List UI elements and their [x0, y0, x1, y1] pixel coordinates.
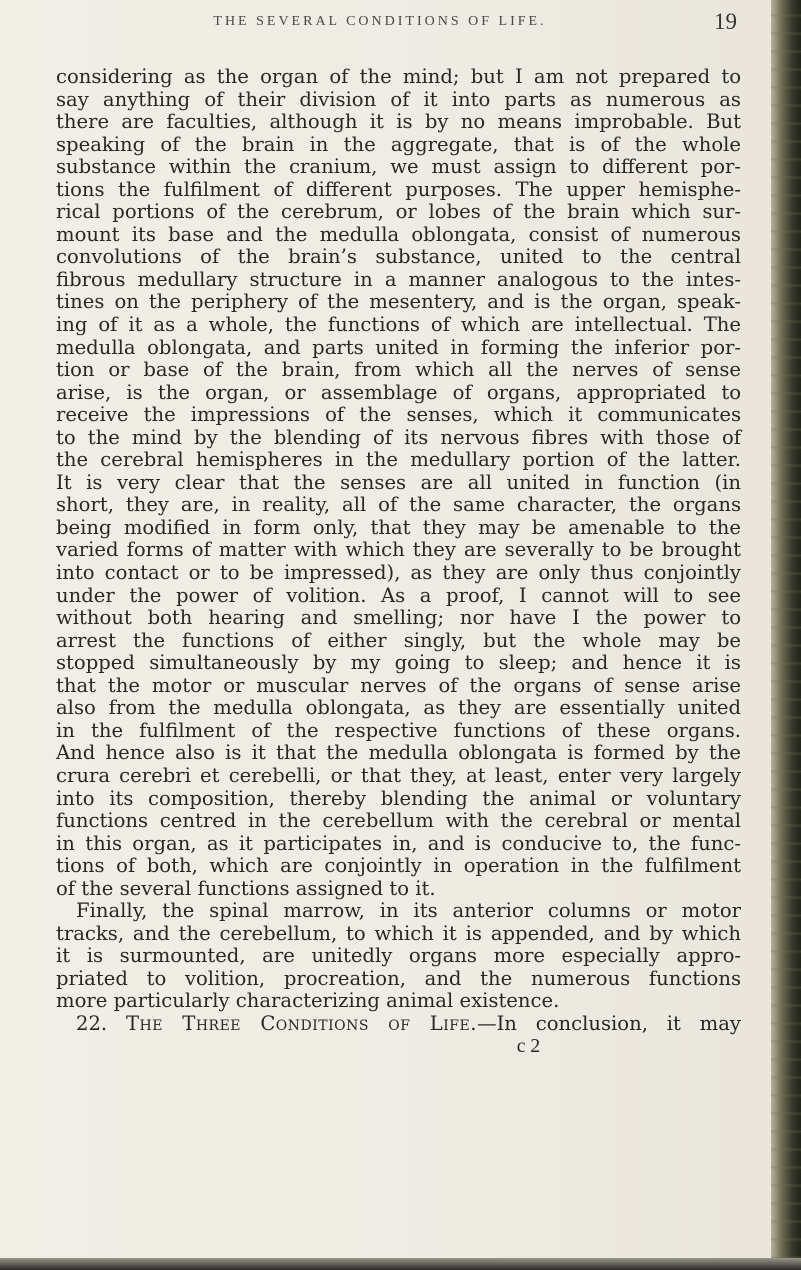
- text-line: in the fulfilment of the respective functions of these organs.: [56, 718, 741, 742]
- text-line: speaking of the brain in the aggregate, that is of the whole: [56, 132, 741, 156]
- text-line: convolutions of the brain’s substance, united to the central: [56, 245, 741, 269]
- text-line: to the mind by the blending of its nervous fibres with those of: [56, 425, 741, 449]
- text-line: receive the impressions of the senses, which it communicates: [56, 403, 741, 427]
- text-line: that the motor or muscular nerves of the organs of sense arise: [56, 673, 741, 697]
- text-line: there are faculties, although it is by no means improbable. But: [56, 110, 741, 134]
- section-heading: The Three Conditions of Life.: [125, 1011, 477, 1035]
- text-line: And hence also is it that the medulla oblongata is formed by the: [56, 741, 741, 765]
- text-line: more particularly characterizing animal existence.: [56, 989, 560, 1013]
- scan-bottom-edge: [0, 1258, 801, 1270]
- text-line: rical portions of the cerebrum, or lobes of the brain which sur-: [56, 200, 741, 224]
- text-line: considering as the organ of the mind; but I am not prepared to: [56, 65, 741, 88]
- text-line: arrest the functions of either singly, but the whole may be: [56, 628, 741, 652]
- page-number: 19: [714, 9, 737, 34]
- text-line: crura cerebri et cerebelli, or that they, at least, enter very largely: [56, 763, 741, 787]
- text-line: under the power of volition. As a proof, I cannot will to see: [56, 583, 741, 607]
- text-line: into contact or to be impressed), as they are only thus conjointly: [56, 561, 741, 585]
- text-line: It is very clear that the senses are all united in function (in: [56, 470, 741, 494]
- body-text: [56, 66, 741, 1058]
- text-line: into its composition, thereby blending the animal or voluntary: [56, 786, 741, 810]
- text-line: in this organ, as it participates in, and is conducive to, the func-: [56, 831, 741, 855]
- text-line: substance within the cranium, we must assign to different por-: [56, 155, 741, 179]
- text-line: it is surmounted, are unitedly organs more especially appro-: [56, 944, 741, 968]
- text-line: tions the fulfilment of different purposes. The upper hemisphe-: [56, 177, 741, 201]
- text-line: say anything of their division of it into parts as numerous as: [56, 87, 741, 111]
- text-line: functions centred in the cerebellum with the cerebral or mental: [56, 809, 741, 833]
- text-line: of the several functions assigned to it.: [56, 876, 436, 900]
- text-line: tines on the periphery of the mesentery, and is the organ, speak-: [56, 290, 741, 314]
- text-line: arise, is the organ, or assemblage of organs, appropriated to: [56, 380, 741, 404]
- section-heading-line: [56, 1013, 741, 1036]
- running-head: THE SEVERAL CONDITIONS OF LIFE.: [213, 14, 547, 29]
- text-line: the cerebral hemispheres in the medullary portion of the latter.: [56, 448, 741, 472]
- text-line: varied forms of matter with which they are severally to be brought: [56, 538, 741, 562]
- signature-mark: c 2: [516, 1035, 541, 1057]
- text-line: fibrous medullary structure in a manner analogous to the intes-: [56, 267, 741, 291]
- text-line: Finally, the spinal marrow, in its anterior columns or motor: [76, 899, 741, 923]
- section-number: 22.: [76, 1011, 108, 1035]
- section-text: —In conclusion, it may: [476, 1011, 741, 1035]
- text-line: tion or base of the brain, from which all the nerves of sense: [56, 358, 741, 382]
- text-line: being modified in form only, that they may be amenable to the: [56, 515, 741, 539]
- text-line: also from the medulla oblongata, as they are essentially united: [56, 696, 741, 720]
- text-line: stopped simultaneously by my going to sleep; and hence it is: [56, 651, 741, 675]
- text-line: tions of both, which are conjointly in operation in the fulfilment: [56, 854, 741, 878]
- binding-edge: [771, 0, 801, 1270]
- text-line: without both hearing and smelling; nor have I the power to: [56, 606, 741, 630]
- text-line: tracks, and the cerebellum, to which it is appended, and by which: [56, 921, 741, 945]
- text-line: short, they are, in reality, all of the same character, the organs: [56, 493, 741, 517]
- text-line: ing of it as a whole, the functions of which are intellectual. The: [56, 313, 741, 337]
- text-line: medulla oblongata, and parts united in forming the inferior por-: [56, 335, 741, 359]
- text-line: mount its base and the medulla oblongata, consist of numerous: [56, 222, 741, 246]
- text-line: priated to volition, procreation, and the numerous functions: [56, 966, 741, 990]
